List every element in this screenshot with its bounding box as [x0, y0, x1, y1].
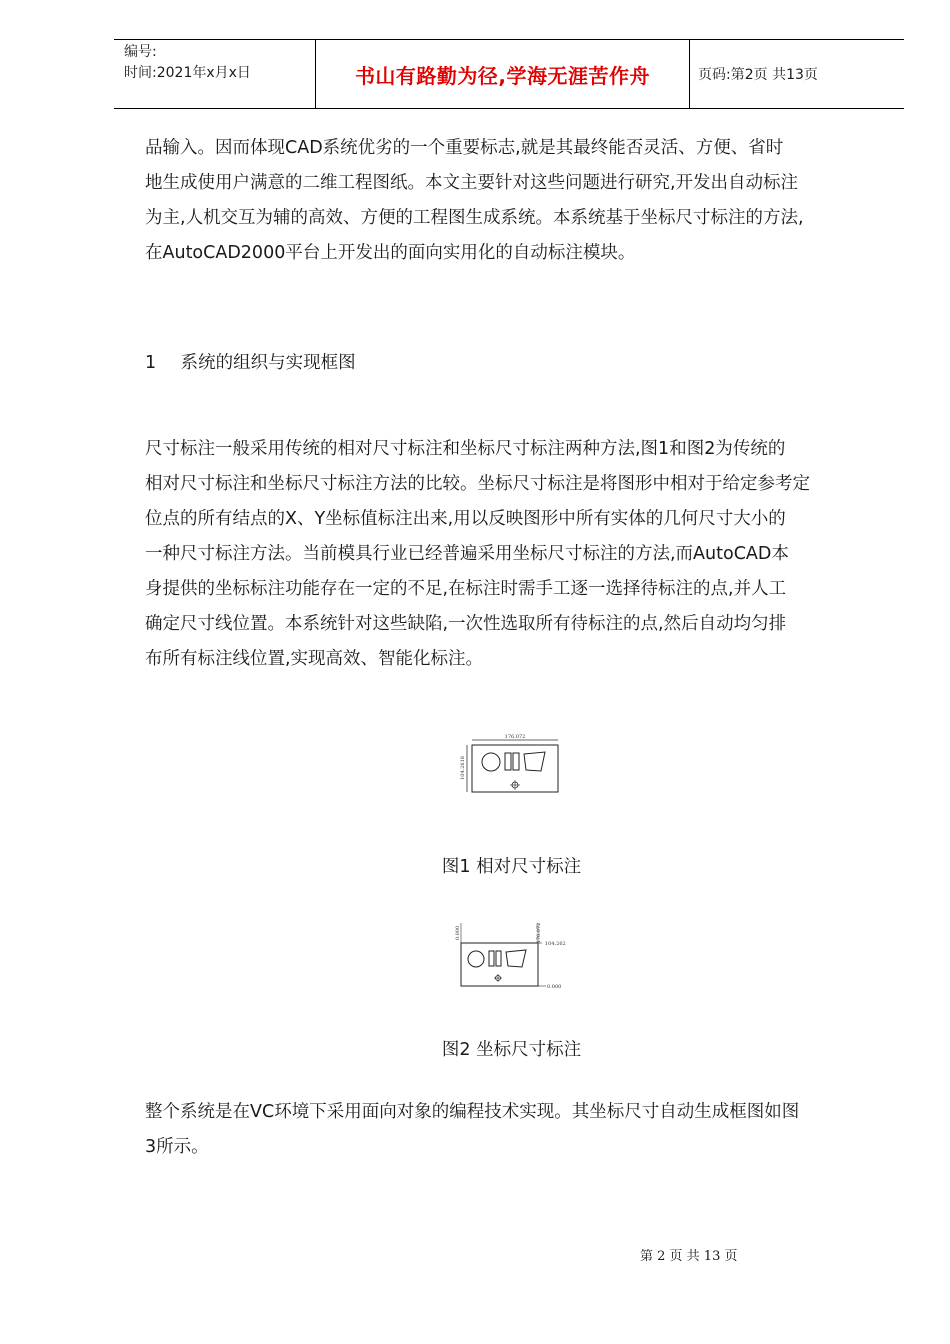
fig2-dim-b: 176.072 [536, 922, 542, 944]
page-header [114, 39, 904, 109]
text-line: 3所示。 [145, 1137, 209, 1157]
text-line: 地生成使用户满意的二维工程图纸。本文主要针对这些问题进行研究,开发出自动标注 [145, 173, 799, 193]
paragraph-system [145, 1095, 877, 1165]
fig2-dim-a: 0.000 [455, 925, 461, 941]
section-number: 1 [145, 353, 157, 373]
text-line: 身提供的坐标标注功能存在一定的不足,在标注时需手工逐一选择待标注的点,并人工 [145, 579, 787, 599]
fig1-dim-left: 104.2618 [460, 756, 466, 780]
figure-relative-dimension [455, 730, 565, 800]
text-line: 为主,人机交互为辅的高效、方便的工程图生成系统。本系统基于坐标尺寸标注的方法, [145, 208, 804, 228]
header-meta-cell [114, 40, 316, 108]
text-line: 相对尺寸标注和坐标尺寸标注方法的比较。坐标尺寸标注是将图形中相对于给定参考定 [145, 474, 810, 494]
text-line: 整个系统是在VC环境下采用面向对象的编程技术实现。其坐标尺寸自动生成框图如图 [145, 1102, 800, 1122]
fig1-dim-top: 176.072 [504, 734, 526, 740]
text-line: 品输入。因而体现CAD系统优劣的一个重要标志,就是其最终能否灵活、方便、省时 [145, 138, 784, 158]
paragraph-intro [145, 131, 877, 271]
text-line: 确定尺寸线位置。本系统针对这些缺陷,一次性选取所有待标注的点,然后自动均匀排 [145, 614, 787, 634]
document-number-label: 编号: [124, 44, 157, 60]
figure1-caption: 图1 相对尺寸标注 [441, 857, 582, 877]
text-line: 一种尺寸标注方法。当前模具行业已经普遍采用坐标尺寸标注的方法,而AutoCAD本 [145, 544, 789, 564]
fig2-dim-d: 0.000 [547, 984, 562, 990]
header-motto: 书山有路勤为径,学海无涯苦作舟 [316, 40, 690, 108]
paragraph-dimensioning [145, 432, 877, 677]
text-line: 在AutoCAD2000平台上开发出的面向实用化的自动标注模块。 [145, 243, 636, 263]
text-line: 尺寸标注一般采用传统的相对尺寸标注和坐标尺寸标注两种方法,图1和图2为传统的 [145, 439, 786, 459]
page-footer: 第 2 页 共 13 页 [640, 1249, 738, 1264]
section-heading [145, 348, 356, 378]
text-line: 布所有标注线位置,实现高效、智能化标注。 [145, 649, 484, 669]
figure2-caption: 图2 坐标尺寸标注 [441, 1040, 582, 1060]
document-time-label: 时间:2021年x月x日 [124, 65, 251, 81]
figure-coordinate-dimension [450, 915, 570, 995]
header-page-info: 页码:第2页 共13页 [698, 67, 818, 83]
text-line: 位点的所有结点的X、Y坐标值标注出来,用以反映图形中所有实体的几何尺寸大小的 [145, 509, 786, 529]
section-title: 系统的组织与实现框图 [180, 353, 356, 373]
fig2-dim-c: 104.262 [545, 941, 566, 947]
